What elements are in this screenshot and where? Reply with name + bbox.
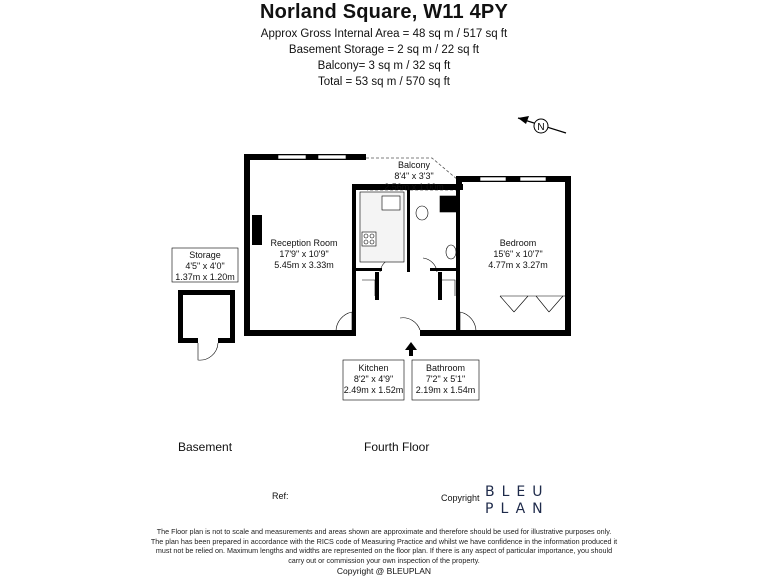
gross-internal-area: Approx Gross Internal Area = 48 sq m / 517 sq ft [260, 28, 508, 40]
bedroom-label: Bedroom 15'6" x 10'7" 4.77m x 3.27m [488, 238, 548, 270]
entrance-arrow-icon [405, 342, 417, 356]
compass-letter: N [537, 122, 545, 133]
storage-walls [178, 290, 235, 343]
disclaimer-text: The Floor plan is not to scale and measurements and areas shown are approximate and therefore should be used for illustrative purposes only. The plan has been prepared in accordance with the RICS code of Measuring Practice and whilst we have confidence in the information produced it must not be relied on. Maximum lengths and widths are represented on the floor plan. If there is any aspect of particular importance, you should carry out or commission your own inspection of the property. [150, 527, 618, 565]
kitchen-fixtures [360, 192, 404, 262]
ref-label: Ref: [272, 491, 289, 501]
north-arrow-icon [518, 116, 566, 133]
basement-storage-area: Basement Storage = 2 sq m / 22 sq ft [288, 44, 480, 56]
bleuplan-logo [485, 484, 550, 518]
bedroom-wardrobe [500, 296, 565, 312]
bathroom-label: Bathroom 7'2" x 5'1" 2.19m x 1.54m [415, 363, 476, 395]
reception-room-label: Reception Room 17'9" x 10'9" 5.45m x 3.33m [270, 238, 338, 270]
basement-caption: Basement [178, 440, 233, 454]
page-title: Norland Square, W11 4PY [259, 1, 508, 23]
logo-line-1: BLEU [485, 484, 550, 500]
storage-label: Storage 4'5" x 4'0" 1.37m x 1.20m [175, 250, 235, 282]
fourth-floor-caption: Fourth Floor [364, 440, 430, 454]
bathroom-fixtures [416, 196, 456, 259]
balcony-area: Balcony= 3 sq m / 32 sq ft [317, 60, 451, 72]
kitchen-label: Kitchen 8'2" x 4'9" 2.49m x 1.52m [343, 363, 404, 395]
copyright-label: Copyright [441, 493, 480, 503]
copyright-footer: Copyright @ BLEUPLAN [336, 566, 432, 576]
balcony-label: Balcony 8'4" x 3'3" 2.56m x 1.00m [384, 160, 444, 192]
total-area: Total = 53 sq m / 570 sq ft [317, 76, 450, 88]
storage-door-swing [198, 343, 218, 360]
logo-line-2: PLAN [485, 501, 550, 517]
